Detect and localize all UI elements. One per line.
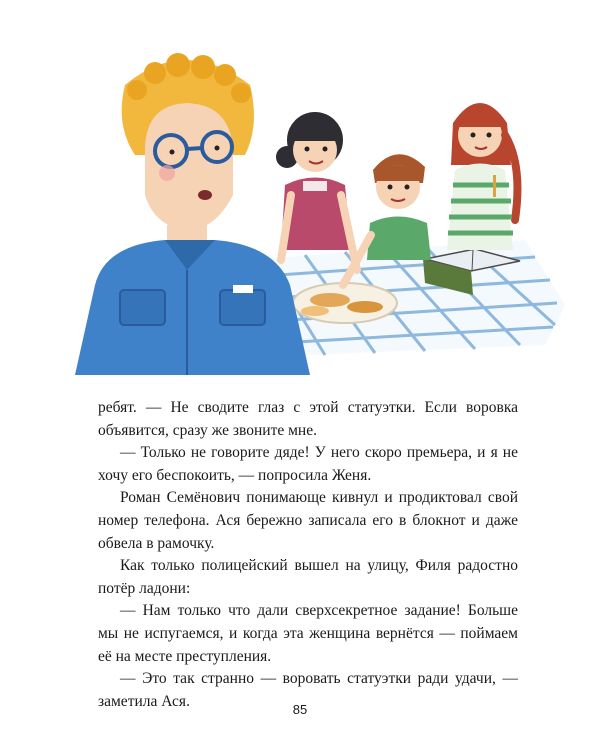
paragraph-4: Как только полицейский вышел на улицу, Филя радостно потёр ладони: — [98, 557, 518, 597]
policeman-curly-hair — [75, 53, 310, 375]
paragraph-5: — Нам только что дали сверхсекретное задание! Больше мы не испугаемся, и когда эта женщина вернётся — поймаем её на месте преступления. — [98, 602, 518, 665]
paragraph-3: Роман Семёнович понимающе кивнул и продиктовал свой номер телефона. Ася бережно записала его в блокнот и даже обвела в рамочку. — [98, 489, 518, 552]
paragraph-6: — Это так странно — воровать статуэтки ради удачи, — заметила Ася. — [98, 670, 518, 710]
paragraph-1: ребят. — Не сводите глаз с этой статуэтки. Если воровка объявится, сразу же звоните мне. — [98, 399, 518, 439]
girl-dark-hair — [276, 112, 357, 270]
page-text — [98, 397, 518, 713]
children-and-policeman-illustration — [75, 45, 565, 385]
plate-with-pastries — [293, 283, 397, 323]
paragraph-2: — Только не говорите дяде! У него скоро премьера, и я не хочу его беспокоить, — попросила Женя. — [98, 444, 518, 484]
page-number: 85 — [292, 702, 308, 717]
book-illustration — [75, 45, 565, 385]
girl-red-braid — [447, 103, 517, 250]
